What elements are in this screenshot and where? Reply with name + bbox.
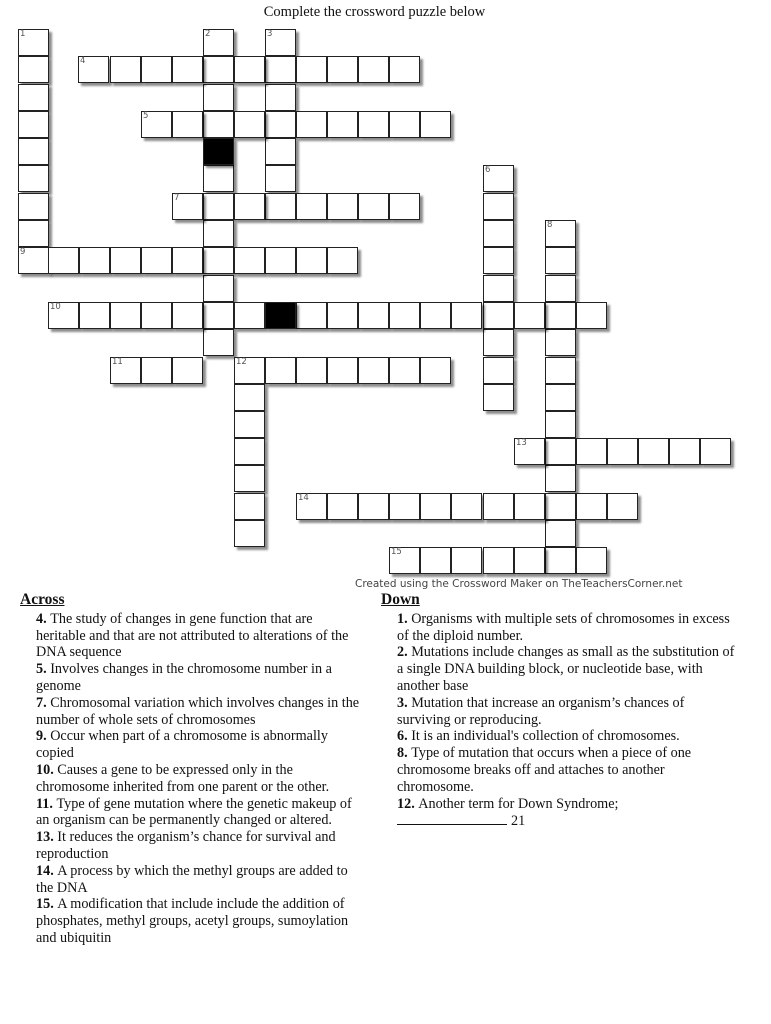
crossword-cell[interactable] bbox=[203, 193, 234, 220]
clue-number: 2. bbox=[397, 644, 412, 661]
clue-number: 6 bbox=[485, 165, 491, 175]
crossword-cell[interactable] bbox=[234, 247, 265, 274]
crossword-cell[interactable] bbox=[234, 384, 265, 411]
crossword-cell[interactable] bbox=[327, 357, 358, 384]
crossword-cell[interactable] bbox=[203, 247, 234, 274]
clue-text: Chromosomal variation which involves changes in the number of whole sets of chromosomes bbox=[36, 694, 360, 728]
crossword-cell[interactable] bbox=[296, 56, 327, 83]
crossword-cell[interactable] bbox=[545, 465, 576, 492]
crossword-cell[interactable] bbox=[607, 438, 638, 465]
crossword-cell[interactable] bbox=[389, 547, 420, 574]
crossword-cell[interactable] bbox=[327, 193, 358, 220]
crossword-cell[interactable] bbox=[700, 438, 731, 465]
across-clue bbox=[20, 762, 365, 796]
crossword-cell[interactable] bbox=[358, 302, 389, 329]
crossword-cell[interactable] bbox=[296, 357, 327, 384]
crossword-cell[interactable] bbox=[638, 438, 669, 465]
down-clue bbox=[381, 611, 741, 645]
down-clue bbox=[381, 695, 741, 729]
crossword-cell[interactable] bbox=[203, 302, 234, 329]
crossword-cell[interactable] bbox=[296, 493, 327, 520]
crossword-cell[interactable] bbox=[203, 329, 234, 356]
clue-number: 10 bbox=[50, 302, 61, 312]
crossword-cell[interactable] bbox=[296, 111, 327, 138]
clue-text: It reduces the organism’s chance for survival and reproduction bbox=[36, 829, 336, 862]
clue-text: Organisms with multiple sets of chromosomes in excess of the diploid number. bbox=[397, 610, 730, 644]
crossword-cell[interactable] bbox=[420, 357, 451, 384]
clue-text: Causes a gene to be expressed only in the chromosome inherited from one parent or the other. bbox=[36, 761, 330, 795]
crossword-cell[interactable] bbox=[358, 111, 389, 138]
crossword-cell[interactable] bbox=[483, 547, 514, 574]
crossword-cell[interactable] bbox=[234, 411, 265, 438]
crossword-cell[interactable] bbox=[327, 56, 358, 83]
crossword-cell[interactable] bbox=[420, 302, 451, 329]
crossword-cell[interactable] bbox=[389, 56, 420, 83]
crossword-cell[interactable] bbox=[545, 220, 576, 247]
crossword-cell[interactable] bbox=[18, 84, 49, 111]
crossword-cell[interactable] bbox=[545, 520, 576, 547]
clue-number: 7. bbox=[36, 694, 51, 711]
crossword-cell[interactable] bbox=[79, 247, 110, 274]
crossword-cell[interactable] bbox=[265, 84, 296, 111]
crossword-cell[interactable] bbox=[296, 302, 327, 329]
clue-suffix: 21 bbox=[511, 813, 526, 830]
crossword-cell[interactable] bbox=[576, 493, 607, 520]
crossword-cell[interactable] bbox=[265, 138, 296, 165]
crossword-cell[interactable] bbox=[172, 111, 203, 138]
clue-text: A modification that include include the addition of phosphates, methyl groups, acetyl groups, sumoylation and ubiquitin bbox=[36, 896, 349, 946]
crossword-cell[interactable] bbox=[18, 193, 49, 220]
crossword-cell[interactable] bbox=[545, 275, 576, 302]
crossword-cell[interactable] bbox=[514, 493, 545, 520]
clue-number: 8 bbox=[547, 220, 553, 230]
across-clue bbox=[20, 796, 365, 830]
clue-number: 14 bbox=[298, 493, 309, 503]
across-clue bbox=[20, 611, 365, 661]
down-clues bbox=[381, 592, 741, 830]
crossword-cell[interactable] bbox=[110, 56, 141, 83]
crossword-cell[interactable] bbox=[203, 111, 234, 138]
crossword-cell[interactable] bbox=[420, 493, 451, 520]
crossword-cell[interactable] bbox=[172, 56, 203, 83]
black-cell bbox=[265, 302, 296, 329]
clue-text: Another term for Down Syndrome; bbox=[418, 795, 619, 812]
crossword-cell[interactable] bbox=[451, 302, 482, 329]
clue-number: 4 bbox=[80, 56, 86, 66]
crossword-cell[interactable] bbox=[78, 56, 109, 83]
clue-number: 8. bbox=[397, 745, 412, 762]
crossword-cell[interactable] bbox=[203, 220, 234, 247]
crossword-cell[interactable] bbox=[545, 329, 576, 356]
crossword-cell[interactable] bbox=[234, 193, 265, 220]
crossword-cell[interactable] bbox=[234, 56, 265, 83]
crossword-cell[interactable] bbox=[48, 302, 79, 329]
clue-number: 5 bbox=[143, 111, 149, 121]
clue-text: Involves changes in the chromosome number in a genome bbox=[36, 661, 332, 694]
crossword-cell[interactable] bbox=[203, 165, 234, 192]
clue-text: Mutation that increase an organism’s chances of surviving or reproducing. bbox=[397, 694, 685, 728]
crossword-cell[interactable] bbox=[18, 111, 49, 138]
crossword-cell[interactable] bbox=[234, 465, 265, 492]
crossword-cell[interactable] bbox=[545, 438, 576, 465]
crossword-cell[interactable] bbox=[265, 247, 296, 274]
crossword-cell[interactable] bbox=[327, 302, 358, 329]
clue-number: 9. bbox=[36, 728, 51, 745]
across-clue bbox=[20, 863, 365, 897]
crossword-cell[interactable] bbox=[203, 275, 234, 302]
crossword-cell[interactable] bbox=[358, 493, 389, 520]
crossword-cell[interactable] bbox=[483, 165, 514, 192]
clue-number: 13. bbox=[36, 829, 58, 846]
crossword-cell[interactable] bbox=[576, 547, 607, 574]
credit-line: Created using the Crossword Maker on TheTeachersCorner.net bbox=[355, 578, 683, 590]
clue-number: 1 bbox=[20, 29, 26, 39]
crossword-cell[interactable] bbox=[203, 56, 234, 83]
crossword-cell[interactable] bbox=[607, 493, 638, 520]
crossword-cell[interactable] bbox=[141, 247, 172, 274]
crossword-cell[interactable] bbox=[172, 302, 203, 329]
crossword-cell[interactable] bbox=[296, 193, 327, 220]
crossword-cell[interactable] bbox=[234, 493, 265, 520]
across-clue bbox=[20, 829, 365, 863]
crossword-cell[interactable] bbox=[483, 357, 514, 384]
clue-text: Occur when part of a chromosome is abnormally copied bbox=[36, 728, 328, 762]
crossword-cell[interactable] bbox=[18, 247, 49, 274]
crossword-cell[interactable] bbox=[545, 357, 576, 384]
crossword-cell[interactable] bbox=[483, 275, 514, 302]
crossword-cell[interactable] bbox=[420, 111, 451, 138]
clue-number: 14. bbox=[36, 862, 58, 879]
crossword-cell[interactable] bbox=[265, 193, 296, 220]
crossword-cell[interactable] bbox=[18, 29, 49, 56]
clue-number: 15. bbox=[36, 896, 58, 913]
clue-number: 5. bbox=[36, 661, 51, 678]
across-clue bbox=[20, 728, 365, 762]
clue-number: 12 bbox=[236, 357, 247, 367]
clue-number: 6. bbox=[397, 728, 412, 745]
crossword-cell[interactable] bbox=[576, 438, 607, 465]
answer-blank bbox=[397, 812, 507, 825]
clue-text: Type of gene mutation where the genetic makeup of an organism can be permanently changed or altered. bbox=[36, 795, 352, 829]
crossword-cell[interactable] bbox=[327, 247, 358, 274]
crossword-cell[interactable] bbox=[18, 138, 49, 165]
crossword-cell[interactable] bbox=[265, 357, 296, 384]
crossword-cell[interactable] bbox=[48, 247, 79, 274]
clue-number: 10. bbox=[36, 761, 58, 778]
clue-text: The study of changes in gene function that are heritable and that are not attributed to alterations of the DNA sequence bbox=[36, 610, 349, 661]
clue-number: 4. bbox=[36, 610, 51, 627]
crossword-cell[interactable] bbox=[420, 547, 451, 574]
crossword-cell[interactable] bbox=[545, 493, 576, 520]
crossword-cell[interactable] bbox=[389, 111, 420, 138]
clue-number: 1. bbox=[397, 610, 412, 627]
crossword-cell[interactable] bbox=[172, 193, 203, 220]
crossword-cell[interactable] bbox=[483, 247, 514, 274]
crossword-cell[interactable] bbox=[389, 357, 420, 384]
across-clue bbox=[20, 896, 365, 946]
clue-number: 11. bbox=[36, 795, 57, 812]
crossword-cell[interactable] bbox=[234, 357, 265, 384]
crossword-cell[interactable] bbox=[265, 111, 296, 138]
crossword-cell[interactable] bbox=[172, 247, 203, 274]
crossword-cell[interactable] bbox=[514, 438, 545, 465]
page-title: Complete the crossword puzzle below bbox=[263, 4, 486, 20]
crossword-cell[interactable] bbox=[234, 302, 265, 329]
crossword-cell[interactable] bbox=[358, 357, 389, 384]
crossword-cell[interactable] bbox=[203, 29, 234, 56]
crossword-cell[interactable] bbox=[483, 493, 514, 520]
crossword-cell[interactable] bbox=[18, 220, 49, 247]
crossword-cell[interactable] bbox=[483, 220, 514, 247]
clue-number: 15 bbox=[391, 547, 402, 557]
crossword-cell[interactable] bbox=[234, 111, 265, 138]
across-clue bbox=[20, 661, 365, 695]
crossword-cell[interactable] bbox=[545, 302, 576, 329]
crossword-cell[interactable] bbox=[327, 111, 358, 138]
crossword-cell[interactable] bbox=[234, 520, 265, 547]
crossword-cell[interactable] bbox=[576, 302, 607, 329]
crossword-cell[interactable] bbox=[110, 357, 141, 384]
crossword-cell[interactable] bbox=[203, 84, 234, 111]
crossword-cell[interactable] bbox=[451, 547, 482, 574]
clue-text: It is an individual's collection of chromosomes. bbox=[411, 728, 680, 745]
crossword-cell[interactable] bbox=[545, 384, 576, 411]
crossword-cell[interactable] bbox=[483, 193, 514, 220]
clue-number: 3. bbox=[397, 694, 412, 711]
crossword-cell[interactable] bbox=[389, 493, 420, 520]
crossword-cell[interactable] bbox=[358, 56, 389, 83]
across-clues bbox=[20, 592, 365, 947]
crossword-cell[interactable] bbox=[327, 493, 358, 520]
across-heading: Across bbox=[20, 591, 65, 608]
clue-number: 9 bbox=[20, 247, 26, 257]
crossword-cell[interactable] bbox=[483, 384, 514, 411]
crossword-cell[interactable] bbox=[110, 302, 141, 329]
crossword-cell[interactable] bbox=[483, 329, 514, 356]
clue-text: Type of mutation that occurs when a piece of one chromosome breaks off and attaches to another chromosome. bbox=[397, 745, 692, 795]
crossword-cell[interactable] bbox=[18, 165, 49, 192]
crossword-cell[interactable] bbox=[172, 357, 203, 384]
crossword-cell[interactable] bbox=[514, 302, 545, 329]
crossword-cell[interactable] bbox=[389, 193, 420, 220]
crossword-cell[interactable] bbox=[669, 438, 700, 465]
clue-number: 13 bbox=[516, 438, 527, 448]
crossword-cell[interactable] bbox=[358, 193, 389, 220]
crossword-cell[interactable] bbox=[389, 302, 420, 329]
clue-text: A process by which the methyl groups are added to the DNA bbox=[36, 862, 348, 896]
crossword-cell[interactable] bbox=[265, 56, 296, 83]
crossword-cell[interactable] bbox=[18, 56, 49, 83]
clue-number: 7 bbox=[174, 193, 180, 203]
clue-number: 12. bbox=[397, 795, 419, 812]
crossword-cell[interactable] bbox=[545, 547, 576, 574]
crossword-cell[interactable] bbox=[451, 493, 482, 520]
down-heading: Down bbox=[381, 591, 420, 608]
crossword-cell[interactable] bbox=[141, 111, 172, 138]
clue-number: 2 bbox=[205, 29, 211, 39]
crossword-cell[interactable] bbox=[296, 247, 327, 274]
crossword-cell[interactable] bbox=[141, 302, 172, 329]
clue-number: 3 bbox=[267, 29, 273, 39]
crossword-cell[interactable] bbox=[141, 357, 172, 384]
crossword-cell[interactable] bbox=[79, 302, 110, 329]
crossword-cell[interactable] bbox=[265, 29, 296, 56]
crossword-cell[interactable] bbox=[234, 438, 265, 465]
crossword-cell[interactable] bbox=[545, 411, 576, 438]
crossword-cell[interactable] bbox=[514, 547, 545, 574]
crossword-cell[interactable] bbox=[483, 302, 514, 329]
crossword-cell[interactable] bbox=[110, 247, 141, 274]
crossword-cell[interactable] bbox=[545, 247, 576, 274]
crossword-cell[interactable] bbox=[141, 56, 172, 83]
down-clue bbox=[381, 728, 741, 745]
crossword-cell[interactable] bbox=[265, 165, 296, 192]
clue-number: 11 bbox=[112, 357, 123, 367]
down-clue bbox=[381, 745, 741, 795]
down-clue bbox=[381, 796, 741, 831]
black-cell bbox=[203, 138, 234, 165]
across-clue bbox=[20, 695, 365, 729]
clue-text: Mutations include changes as small as the substitution of a single DNA building block, or nucleotide base, with another base bbox=[397, 644, 735, 694]
down-clue bbox=[381, 644, 741, 694]
